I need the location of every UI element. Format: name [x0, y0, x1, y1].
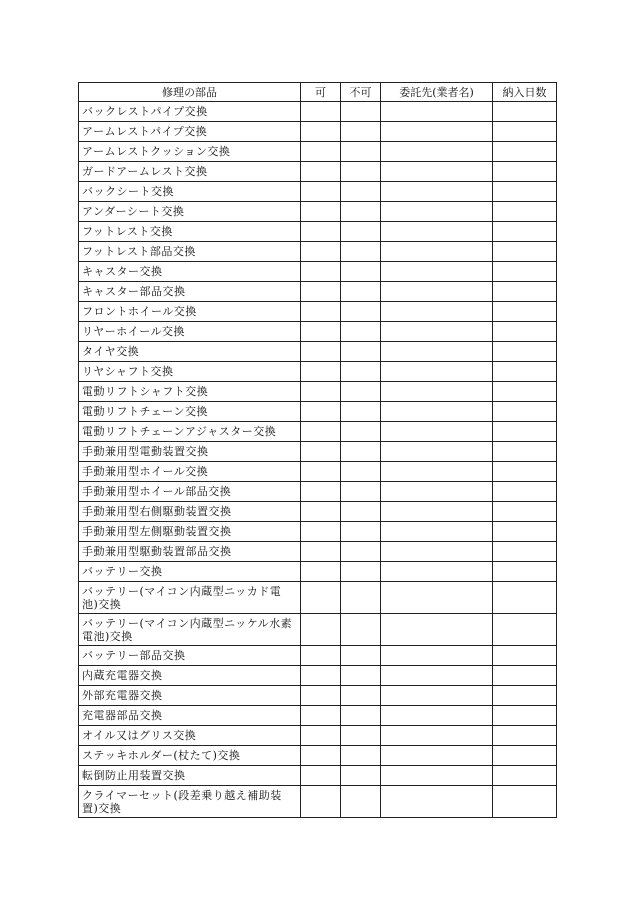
contractor-cell[interactable]	[381, 462, 493, 482]
not-possible-cell[interactable]	[341, 666, 381, 686]
delivery-days-cell[interactable]	[493, 242, 557, 262]
not-possible-cell[interactable]	[341, 442, 381, 462]
not-possible-cell[interactable]	[341, 402, 381, 422]
possible-cell[interactable]	[301, 766, 341, 786]
table-row	[79, 686, 557, 706]
repair-part-cell: バッテリー部品交換	[79, 646, 301, 666]
repair-part-cell: キャスター交換	[79, 262, 301, 282]
delivery-days-cell[interactable]	[493, 686, 557, 706]
delivery-days-cell[interactable]	[493, 182, 557, 202]
not-possible-cell[interactable]	[341, 542, 381, 562]
table-row	[79, 302, 557, 322]
contractor-cell[interactable]	[381, 142, 493, 162]
delivery-days-cell[interactable]	[493, 362, 557, 382]
not-possible-cell[interactable]	[341, 342, 381, 362]
contractor-cell[interactable]	[381, 614, 493, 646]
delivery-days-cell[interactable]	[493, 646, 557, 666]
table-body	[79, 102, 557, 818]
table-row	[79, 614, 557, 646]
delivery-days-cell[interactable]	[493, 766, 557, 786]
table-row	[79, 582, 557, 614]
possible-cell[interactable]	[301, 726, 341, 746]
not-possible-cell[interactable]	[341, 462, 381, 482]
table-row	[79, 282, 557, 302]
table-row	[79, 646, 557, 666]
delivery-days-cell[interactable]	[493, 282, 557, 302]
possible-cell[interactable]	[301, 442, 341, 462]
possible-cell[interactable]	[301, 614, 341, 646]
possible-cell[interactable]	[301, 666, 341, 686]
repair-part-cell: 手動兼用型ホイール交換	[79, 462, 301, 482]
possible-cell[interactable]	[301, 382, 341, 402]
repair-part-cell: バッテリー(マイコン内蔵型ニッカド電池)交換	[79, 582, 301, 614]
repair-part-cell: リヤシャフト交換	[79, 362, 301, 382]
possible-cell[interactable]	[301, 102, 341, 122]
possible-cell[interactable]	[301, 482, 341, 502]
repair-part-cell: バッテリー(マイコン内蔵型ニッケル水素電池)交換	[79, 614, 301, 646]
contractor-cell[interactable]	[381, 726, 493, 746]
repair-part-cell: 充電器部品交換	[79, 706, 301, 726]
table-row	[79, 766, 557, 786]
table-row	[79, 542, 557, 562]
contractor-cell[interactable]	[381, 222, 493, 242]
possible-cell[interactable]	[301, 786, 341, 818]
delivery-days-cell[interactable]	[493, 462, 557, 482]
not-possible-cell[interactable]	[341, 522, 381, 542]
contractor-cell[interactable]	[381, 766, 493, 786]
delivery-days-cell[interactable]	[493, 382, 557, 402]
not-possible-cell[interactable]	[341, 222, 381, 242]
delivery-days-cell[interactable]	[493, 786, 557, 818]
delivery-days-cell[interactable]	[493, 706, 557, 726]
repair-part-cell: 手動兼用型駆動装置部品交換	[79, 542, 301, 562]
table-row	[79, 242, 557, 262]
contractor-cell[interactable]	[381, 422, 493, 442]
not-possible-cell[interactable]	[341, 614, 381, 646]
delivery-days-cell[interactable]	[493, 422, 557, 442]
delivery-days-cell[interactable]	[493, 562, 557, 582]
not-possible-cell[interactable]	[341, 726, 381, 746]
contractor-cell[interactable]	[381, 342, 493, 362]
delivery-days-cell[interactable]	[493, 262, 557, 282]
table-row	[79, 706, 557, 726]
repair-part-cell: バックシート交換	[79, 182, 301, 202]
repair-part-cell: 手動兼用型左側駆動装置交換	[79, 522, 301, 542]
table-row	[79, 222, 557, 242]
not-possible-cell[interactable]	[341, 582, 381, 614]
table-row	[79, 786, 557, 818]
delivery-days-cell[interactable]	[493, 302, 557, 322]
possible-cell[interactable]	[301, 706, 341, 726]
possible-cell[interactable]	[301, 342, 341, 362]
not-possible-cell[interactable]	[341, 302, 381, 322]
possible-cell[interactable]	[301, 686, 341, 706]
not-possible-cell[interactable]	[341, 686, 381, 706]
possible-cell[interactable]	[301, 646, 341, 666]
repair-part-cell: 電動リフトチェーン交換	[79, 402, 301, 422]
contractor-cell[interactable]	[381, 242, 493, 262]
possible-cell[interactable]	[301, 362, 341, 382]
delivery-days-cell[interactable]	[493, 102, 557, 122]
table-header-row	[79, 83, 557, 102]
delivery-days-cell[interactable]	[493, 122, 557, 142]
possible-cell[interactable]	[301, 122, 341, 142]
repair-part-cell: フットレスト部品交換	[79, 242, 301, 262]
contractor-cell[interactable]	[381, 302, 493, 322]
repair-part-cell: 手動兼用型右側駆動装置交換	[79, 502, 301, 522]
not-possible-cell[interactable]	[341, 562, 381, 582]
table-row	[79, 162, 557, 182]
contractor-cell[interactable]	[381, 666, 493, 686]
possible-cell[interactable]	[301, 502, 341, 522]
not-possible-cell[interactable]	[341, 162, 381, 182]
not-possible-cell[interactable]	[341, 322, 381, 342]
repair-part-cell: アームレストパイプ交換	[79, 122, 301, 142]
possible-cell[interactable]	[301, 282, 341, 302]
contractor-cell[interactable]	[381, 442, 493, 462]
contractor-cell[interactable]	[381, 402, 493, 422]
contractor-cell[interactable]	[381, 262, 493, 282]
not-possible-cell[interactable]	[341, 706, 381, 726]
table-row	[79, 362, 557, 382]
table-row	[79, 522, 557, 542]
table-row	[79, 402, 557, 422]
delivery-days-cell[interactable]	[493, 502, 557, 522]
repair-part-cell: 電動リフトシャフト交換	[79, 382, 301, 402]
repair-part-cell: クライマーセット(段差乗り越え補助装置)交換	[79, 786, 301, 818]
repair-part-cell: タイヤ交換	[79, 342, 301, 362]
not-possible-cell[interactable]	[341, 262, 381, 282]
not-possible-cell[interactable]	[341, 282, 381, 302]
table-row	[79, 482, 557, 502]
not-possible-cell[interactable]	[341, 102, 381, 122]
delivery-days-cell[interactable]	[493, 522, 557, 542]
table-row	[79, 502, 557, 522]
not-possible-cell[interactable]	[341, 746, 381, 766]
contractor-cell[interactable]	[381, 202, 493, 222]
header-repair-part: 修理の部品	[79, 83, 301, 102]
table-row	[79, 462, 557, 482]
table-row	[79, 422, 557, 442]
possible-cell[interactable]	[301, 262, 341, 282]
repair-part-cell: 内蔵充電器交換	[79, 666, 301, 686]
delivery-days-cell[interactable]	[493, 202, 557, 222]
table-row	[79, 746, 557, 766]
table-row	[79, 322, 557, 342]
not-possible-cell[interactable]	[341, 646, 381, 666]
not-possible-cell[interactable]	[341, 422, 381, 442]
repair-part-cell: フロントホイール交換	[79, 302, 301, 322]
header-possible: 可	[301, 83, 341, 102]
contractor-cell[interactable]	[381, 562, 493, 582]
table-row	[79, 142, 557, 162]
contractor-cell[interactable]	[381, 322, 493, 342]
header-not-possible: 不可	[341, 83, 381, 102]
possible-cell[interactable]	[301, 582, 341, 614]
possible-cell[interactable]	[301, 182, 341, 202]
table-row	[79, 666, 557, 686]
possible-cell[interactable]	[301, 746, 341, 766]
not-possible-cell[interactable]	[341, 142, 381, 162]
possible-cell[interactable]	[301, 222, 341, 242]
delivery-days-cell[interactable]	[493, 666, 557, 686]
possible-cell[interactable]	[301, 162, 341, 182]
table-row	[79, 102, 557, 122]
repair-part-cell: アームレストクッション交換	[79, 142, 301, 162]
contractor-cell[interactable]	[381, 786, 493, 818]
table-row	[79, 182, 557, 202]
possible-cell[interactable]	[301, 422, 341, 442]
repair-part-cell: 手動兼用型電動装置交換	[79, 442, 301, 462]
not-possible-cell[interactable]	[341, 202, 381, 222]
delivery-days-cell[interactable]	[493, 542, 557, 562]
contractor-cell[interactable]	[381, 482, 493, 502]
table-row	[79, 122, 557, 142]
contractor-cell[interactable]	[381, 362, 493, 382]
contractor-cell[interactable]	[381, 382, 493, 402]
contractor-cell[interactable]	[381, 746, 493, 766]
repair-part-cell: バックレストパイプ交換	[79, 102, 301, 122]
delivery-days-cell[interactable]	[493, 442, 557, 462]
delivery-days-cell[interactable]	[493, 402, 557, 422]
not-possible-cell[interactable]	[341, 182, 381, 202]
table-row	[79, 442, 557, 462]
repair-part-cell: 手動兼用型ホイール部品交換	[79, 482, 301, 502]
possible-cell[interactable]	[301, 522, 341, 542]
possible-cell[interactable]	[301, 402, 341, 422]
delivery-days-cell[interactable]	[493, 142, 557, 162]
delivery-days-cell[interactable]	[493, 482, 557, 502]
possible-cell[interactable]	[301, 302, 341, 322]
repair-part-cell: 外部充電器交換	[79, 686, 301, 706]
possible-cell[interactable]	[301, 462, 341, 482]
contractor-cell[interactable]	[381, 122, 493, 142]
contractor-cell[interactable]	[381, 542, 493, 562]
contractor-cell[interactable]	[381, 582, 493, 614]
contractor-cell[interactable]	[381, 102, 493, 122]
repair-part-cell: 転倒防止用装置交換	[79, 766, 301, 786]
possible-cell[interactable]	[301, 242, 341, 262]
contractor-cell[interactable]	[381, 162, 493, 182]
contractor-cell[interactable]	[381, 282, 493, 302]
delivery-days-cell[interactable]	[493, 342, 557, 362]
delivery-days-cell[interactable]	[493, 222, 557, 242]
possible-cell[interactable]	[301, 202, 341, 222]
not-possible-cell[interactable]	[341, 382, 381, 402]
contractor-cell[interactable]	[381, 706, 493, 726]
contractor-cell[interactable]	[381, 686, 493, 706]
contractor-cell[interactable]	[381, 522, 493, 542]
contractor-cell[interactable]	[381, 502, 493, 522]
delivery-days-cell[interactable]	[493, 746, 557, 766]
repair-part-cell: キャスター部品交換	[79, 282, 301, 302]
not-possible-cell[interactable]	[341, 786, 381, 818]
not-possible-cell[interactable]	[341, 482, 381, 502]
delivery-days-cell[interactable]	[493, 162, 557, 182]
possible-cell[interactable]	[301, 142, 341, 162]
not-possible-cell[interactable]	[341, 362, 381, 382]
header-delivery-days: 納入日数	[493, 83, 557, 102]
repair-part-cell: ガードアームレスト交換	[79, 162, 301, 182]
table-row	[79, 202, 557, 222]
delivery-days-cell[interactable]	[493, 614, 557, 646]
not-possible-cell[interactable]	[341, 766, 381, 786]
repair-parts-table	[78, 82, 557, 818]
delivery-days-cell[interactable]	[493, 726, 557, 746]
contractor-cell[interactable]	[381, 182, 493, 202]
repair-part-cell: バッテリー交換	[79, 562, 301, 582]
contractor-cell[interactable]	[381, 646, 493, 666]
table-row	[79, 562, 557, 582]
not-possible-cell[interactable]	[341, 122, 381, 142]
repair-part-cell: ステッキホルダー(杖たて)交換	[79, 746, 301, 766]
repair-part-cell: オイル又はグリス交換	[79, 726, 301, 746]
delivery-days-cell[interactable]	[493, 322, 557, 342]
table-row	[79, 726, 557, 746]
possible-cell[interactable]	[301, 542, 341, 562]
table-row	[79, 262, 557, 282]
possible-cell[interactable]	[301, 322, 341, 342]
repair-part-cell: リヤーホイール交換	[79, 322, 301, 342]
header-contractor: 委託先(業者名)	[381, 83, 493, 102]
repair-part-cell: フットレスト交換	[79, 222, 301, 242]
repair-part-cell: アンダーシート交換	[79, 202, 301, 222]
table-row	[79, 382, 557, 402]
delivery-days-cell[interactable]	[493, 582, 557, 614]
not-possible-cell[interactable]	[341, 242, 381, 262]
repair-part-cell: 電動リフトチェーンアジャスター交換	[79, 422, 301, 442]
table-row	[79, 342, 557, 362]
possible-cell[interactable]	[301, 562, 341, 582]
not-possible-cell[interactable]	[341, 502, 381, 522]
